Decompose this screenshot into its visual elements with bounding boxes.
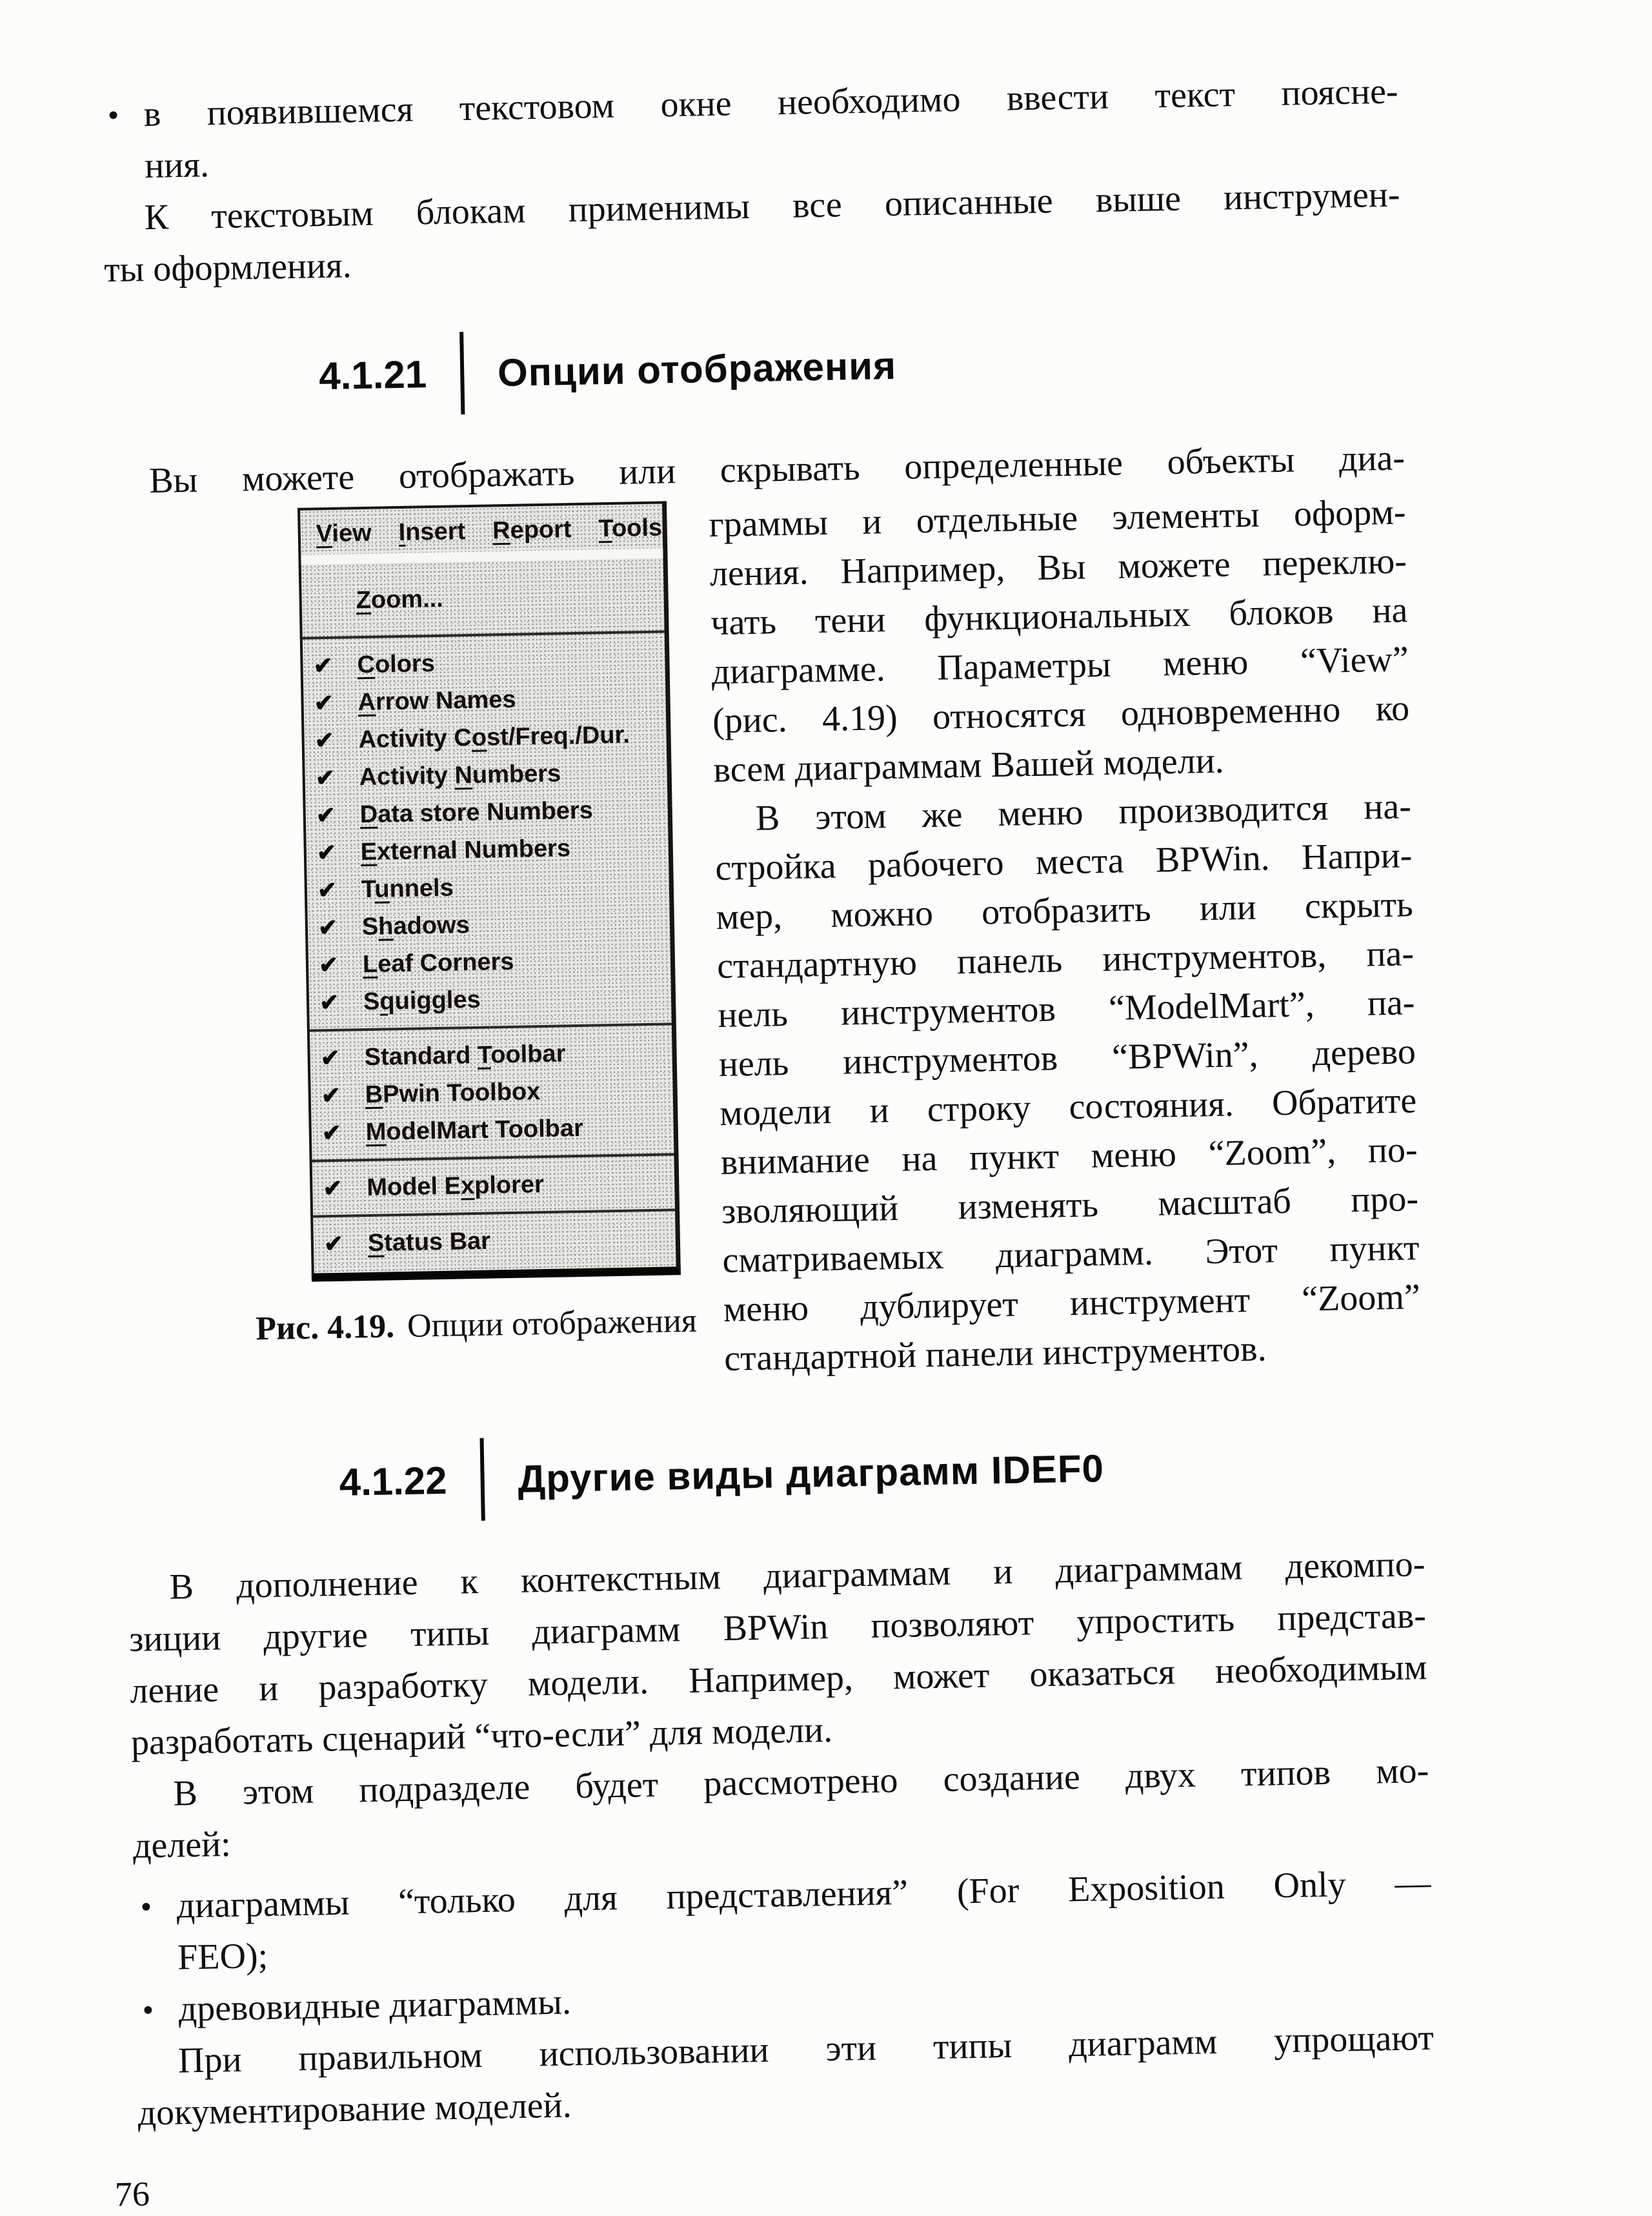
checkmark-icon: ✔ xyxy=(314,726,335,754)
bullet-marker: • xyxy=(140,1888,152,1925)
menu-item[interactable] xyxy=(308,940,671,984)
menu-group-toolbars xyxy=(310,1033,674,1152)
menu-item[interactable] xyxy=(311,1108,674,1152)
menu-item-label: Squiggles xyxy=(363,986,481,1015)
checkmark-icon: ✔ xyxy=(315,764,336,791)
menubar-item[interactable]: Tools xyxy=(598,514,663,543)
section-heading-4122 xyxy=(339,1421,1424,1523)
bpwin-view-menu-screenshot xyxy=(297,501,681,1281)
checkmark-icon: ✔ xyxy=(323,1230,344,1257)
menu-item-label: Tunnels xyxy=(361,874,454,903)
text-line: мер, можно отобразить или скрыть xyxy=(716,884,1414,938)
text-line: в появившемся текстовом окне необходимо ввести текст поясне- xyxy=(143,71,1399,135)
text-line: ты оформления. xyxy=(103,245,352,290)
menu-item-label: ModelMart Toolbar xyxy=(365,1114,584,1146)
text-line: зиции другие типы диаграмм BPWin позволяют упростить представ- xyxy=(128,1596,1427,1660)
menu-item-label: Colors xyxy=(357,649,436,678)
page-number: 76 xyxy=(114,2174,150,2214)
menu-item-label: External Numbers xyxy=(360,834,571,866)
caption-text: Опции отображения xyxy=(407,1302,698,1345)
menu-item[interactable] xyxy=(304,715,667,759)
text-line: FEO); xyxy=(177,1936,268,1978)
menu-item[interactable] xyxy=(303,640,665,684)
menu-item-label: Status Bar xyxy=(367,1227,491,1257)
menu-item-label: Shadows xyxy=(361,911,470,940)
menu-item[interactable] xyxy=(313,1219,676,1263)
text-line: В этом подразделе будет рассмотрено создание двух типов мо- xyxy=(172,1751,1429,1814)
heading-title: Опции отображения xyxy=(497,343,897,394)
text-line: нель инструментов “BPWin”, дерево xyxy=(718,1032,1416,1085)
checkmark-icon: ✔ xyxy=(319,988,339,1016)
menu-item-label: Leaf Corners xyxy=(362,948,514,978)
menu-item[interactable] xyxy=(307,865,669,909)
bullet-marker: • xyxy=(107,96,119,134)
paragraph-feo-intro xyxy=(128,1538,1429,1769)
heading-number: 4.1.21 xyxy=(318,352,427,398)
caption-label: Рис. 4.19. xyxy=(255,1308,395,1348)
menu-item-label: Activity Cost/Freq./Dur. xyxy=(358,720,630,753)
menu-item-label: BPwin Toolbox xyxy=(365,1077,541,1108)
text-line: сматриваемых диаграмм. Этот пункт xyxy=(721,1228,1420,1281)
menu-item[interactable] xyxy=(310,1070,673,1114)
menu-separator xyxy=(312,1153,674,1162)
text-line: стандартную панель инструментов, па- xyxy=(716,933,1415,987)
menu-item-label: Activity Numbers xyxy=(359,759,561,791)
menu-item-label: Zoom... xyxy=(356,585,444,614)
checkmark-icon: ✔ xyxy=(314,689,334,717)
heading-divider xyxy=(479,1438,485,1521)
menu-item-label: Standard Toolbar xyxy=(364,1039,566,1071)
checkmark-icon: ✔ xyxy=(316,801,336,829)
text-line: делей: xyxy=(132,1824,232,1866)
menu-item[interactable] xyxy=(307,902,670,946)
check-placeholder xyxy=(312,600,356,601)
menu-group-status-bar xyxy=(313,1219,676,1263)
menu-item-label: Data store Numbers xyxy=(359,797,594,828)
menubar-item[interactable]: Report xyxy=(492,516,572,545)
checkmark-icon: ✔ xyxy=(321,1081,341,1109)
menu-item[interactable] xyxy=(303,678,666,722)
menu-item[interactable] xyxy=(305,790,668,834)
menubar-item[interactable]: Insert xyxy=(398,518,466,546)
menu-item[interactable] xyxy=(312,1163,675,1207)
menu-group-model-explorer xyxy=(312,1163,675,1207)
section-heading-4121 xyxy=(318,314,1404,417)
menu-group-view-options xyxy=(303,640,672,1021)
menu-item[interactable] xyxy=(310,1033,672,1077)
figure-caption xyxy=(256,1301,724,1348)
text-line: диаграмме. Параметры меню “View” xyxy=(711,639,1409,693)
text-line: зволяющий изменять масштаб про- xyxy=(721,1179,1419,1232)
text-line: К текстовым блокам применимы все описанные выше инструмен- xyxy=(144,174,1401,238)
text-line: нель инструментов “ModelMart”, па- xyxy=(717,982,1415,1036)
text-line: древовидные диаграммы. xyxy=(178,1982,572,2029)
text-line: ление и разработку модели. Например, может оказаться необходимым xyxy=(130,1647,1427,1711)
text-line: меню дублирует инструмент “Zoom” xyxy=(723,1277,1421,1330)
text-line: граммы и отдельные элементы оформ- xyxy=(709,492,1407,545)
menu-item-label: Model Explorer xyxy=(366,1170,545,1201)
text-line: ния. xyxy=(144,145,210,187)
checkmark-icon: ✔ xyxy=(321,1119,342,1146)
menu-item-zoom[interactable] xyxy=(301,567,664,629)
heading-number: 4.1.22 xyxy=(339,1458,448,1504)
text-line: При правильном использовании эти типы диаграмм упрощают xyxy=(177,2017,1435,2081)
view-menu-dropdown xyxy=(301,558,676,1273)
checkmark-icon: ✔ xyxy=(317,876,337,904)
menu-item[interactable] xyxy=(309,977,672,1021)
menu-separator xyxy=(303,630,665,639)
text-line: модели и строку состояния. Обратите xyxy=(719,1081,1417,1134)
checkmark-icon: ✔ xyxy=(313,651,334,679)
text-line: (рис. 4.19) относятся одновременно ко xyxy=(712,688,1410,742)
checkmark-icon: ✔ xyxy=(322,1174,343,1202)
text-line: чать тени функциональных блоков на xyxy=(710,590,1408,644)
bullet-marker: • xyxy=(142,1991,154,2028)
text-line: стройка рабочего места BPWin. Напри- xyxy=(714,835,1413,889)
checkmark-icon: ✔ xyxy=(316,839,337,866)
heading-divider xyxy=(459,332,465,414)
figure-and-text-columns xyxy=(108,487,1422,1402)
text-line: диаграммы “только для представления” (For Exposition Only — xyxy=(176,1863,1431,1926)
text-line: В этом же меню производится на- xyxy=(755,786,1412,839)
text-line: документирование моделей. xyxy=(137,2085,572,2133)
menu-item-label: Arrow Names xyxy=(358,686,516,716)
text-line: стандартной панели инструментов. xyxy=(723,1328,1267,1379)
text-line: Вы можете отображать или скрывать определенные объекты диа- xyxy=(148,438,1405,502)
figure-view-menu xyxy=(108,500,725,1402)
checkmark-icon: ✔ xyxy=(317,913,338,941)
menubar xyxy=(300,503,663,564)
checkmark-icon: ✔ xyxy=(320,1044,341,1072)
text-line: разработать сценарий “что-если” для модели. xyxy=(130,1709,833,1763)
menu-separator xyxy=(310,1022,672,1032)
text-line: всем диаграммам Вашей модели. xyxy=(713,740,1225,791)
menu-item[interactable] xyxy=(305,753,667,797)
text-line: внимание на пункт меню “Zoom”, по- xyxy=(720,1130,1418,1183)
menu-separator xyxy=(313,1208,675,1217)
heading-title: Другие виды диаграмм IDEF0 xyxy=(517,1446,1105,1501)
menubar-item[interactable]: View xyxy=(316,519,372,548)
text-line: ления. Например, Вы можете переклю- xyxy=(709,541,1407,595)
menu-item[interactable] xyxy=(306,828,669,871)
text-line: В дополнение к контекстным диаграммам и диаграммам декомпо- xyxy=(169,1544,1425,1607)
checkmark-icon: ✔ xyxy=(318,951,339,979)
